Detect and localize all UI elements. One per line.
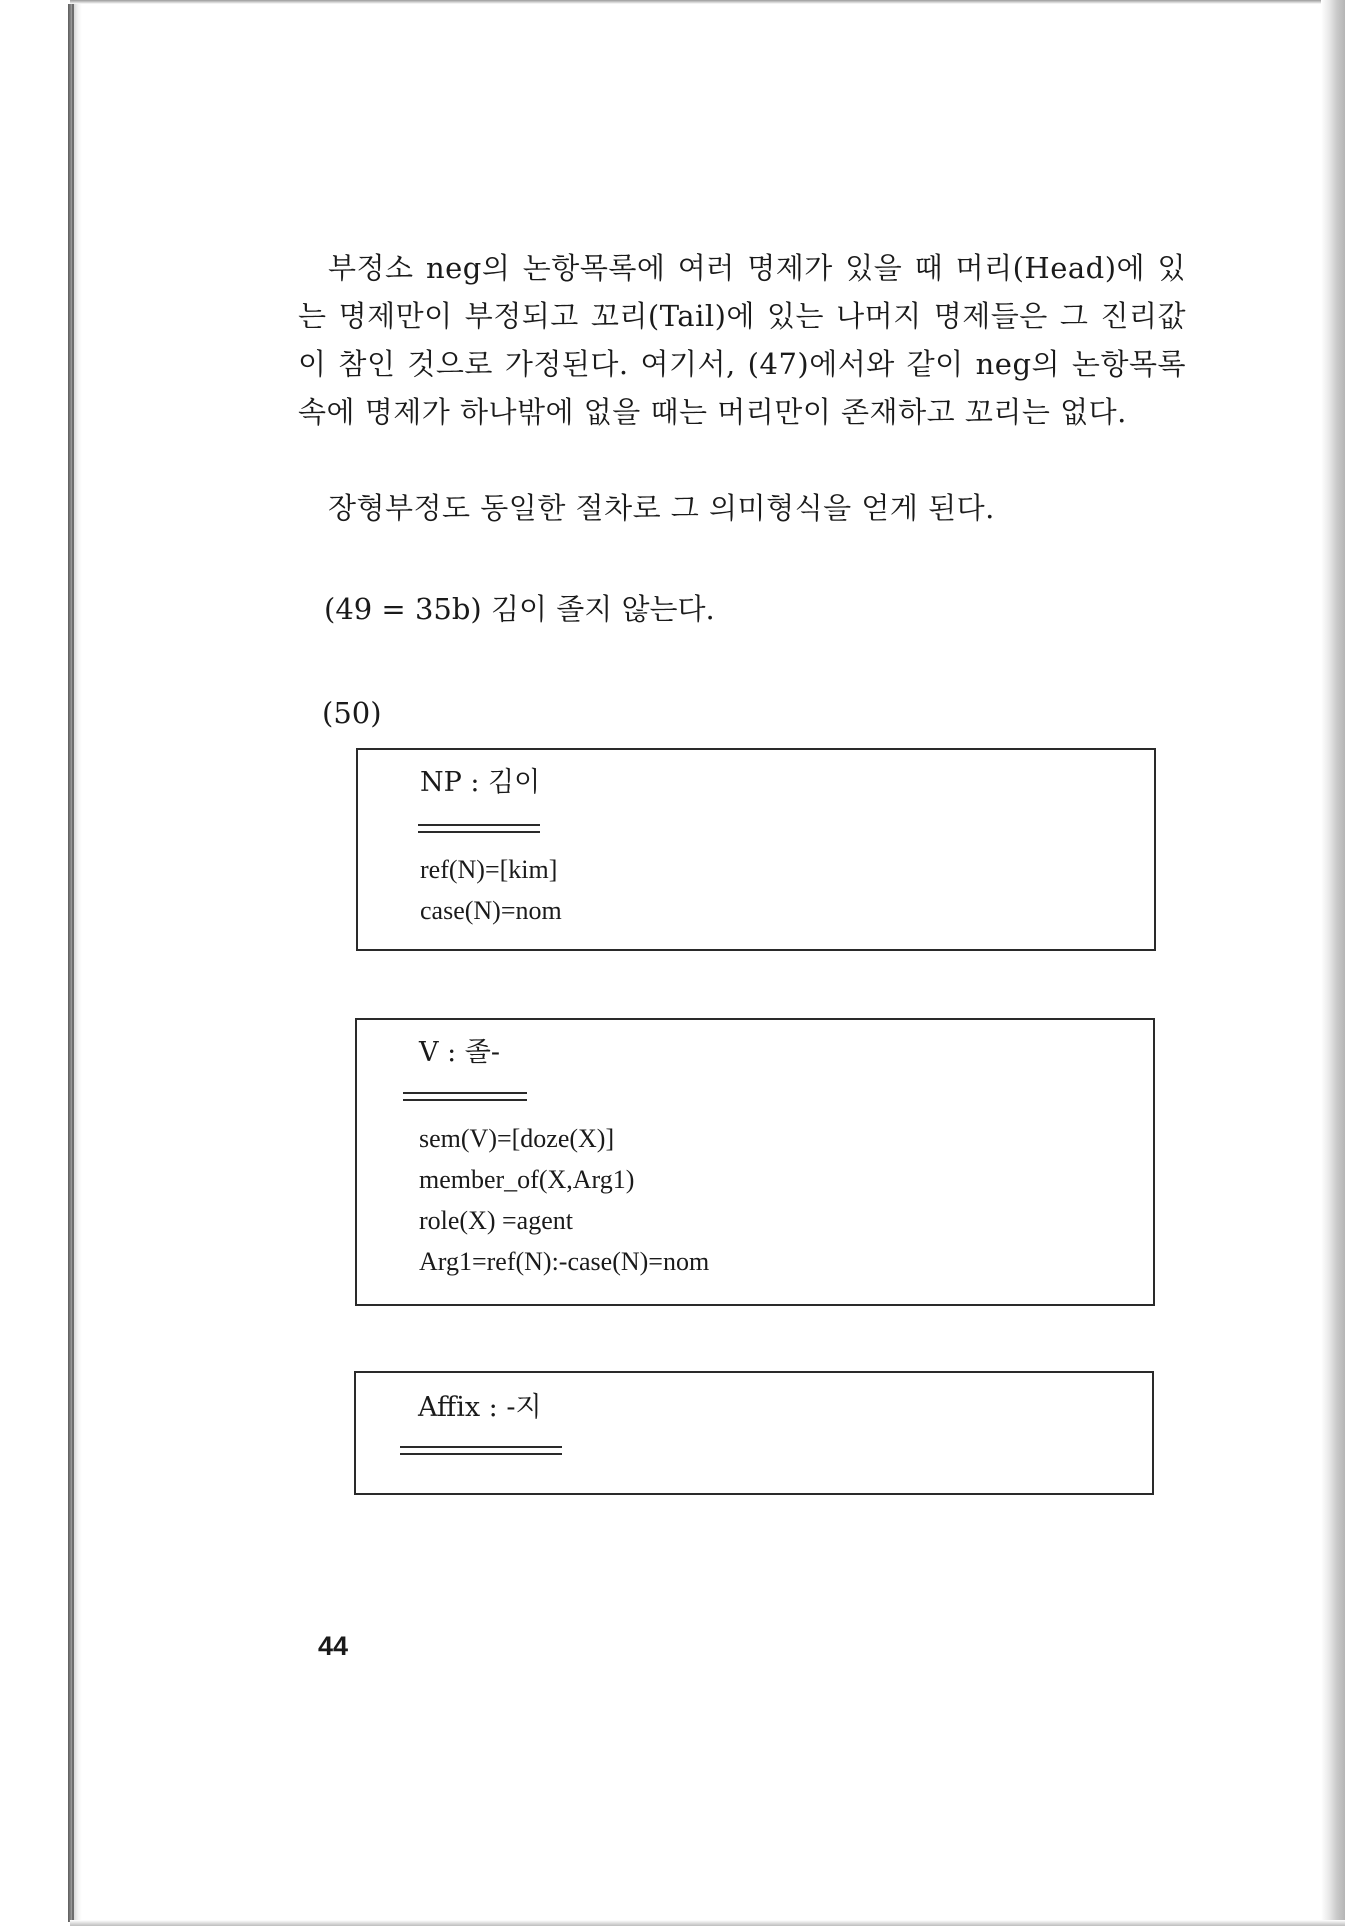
feature-box-affix (354, 1371, 1154, 1495)
box-header: NP : 김이 (420, 767, 541, 798)
double-rule (400, 1446, 562, 1455)
page-bottom-edge (70, 1920, 1345, 1926)
box-header: Affix : -지 (418, 1392, 542, 1423)
page-top-edge (70, 0, 1345, 4)
feature-line: role(X) =agent (419, 1206, 573, 1235)
feature-box-np (356, 748, 1156, 951)
page-right-edge (1321, 0, 1345, 1926)
body-paragraph-1: 부정소 neg의 논항목록에 여러 명제가 있을 때 머리(Head)에 있는 명제만이 부정되고 꼬리(Tail)에 있는 나머지 명제들은 그 진리값이 참인 것으로 가정된다. 여기서, (47)에서와 같이 neg의 논항목록 속에 명제가 하나밖에 없을 때는 머리만이 존재하고 꼬리는 없다. (298, 251, 1186, 429)
feature-list (419, 1118, 709, 1282)
feature-line: ref(N)=[kim] (420, 855, 558, 884)
box-header: V : 졸- (419, 1037, 500, 1068)
body-paragraph-2: 장형부정도 동일한 절차로 그 의미형식을 얻게 된다. (328, 491, 995, 525)
feature-line: case(N)=nom (420, 896, 562, 925)
page-left-edge (68, 4, 82, 1922)
feature-line: member_of(X,Arg1) (419, 1165, 635, 1194)
page-binding-line (72, 4, 74, 1922)
example-sentence: (49 = 35b) 김이 졸지 않는다. (324, 592, 715, 626)
feature-line: sem(V)=[doze(X)] (419, 1124, 615, 1153)
feature-line: Arg1=ref(N):-case(N)=nom (419, 1247, 710, 1276)
feature-list (420, 849, 562, 931)
double-rule (403, 1092, 527, 1101)
double-rule (418, 824, 540, 833)
example-label: (50) (322, 696, 382, 730)
page-number: 44 (318, 1631, 349, 1661)
feature-box-verb (355, 1018, 1155, 1306)
